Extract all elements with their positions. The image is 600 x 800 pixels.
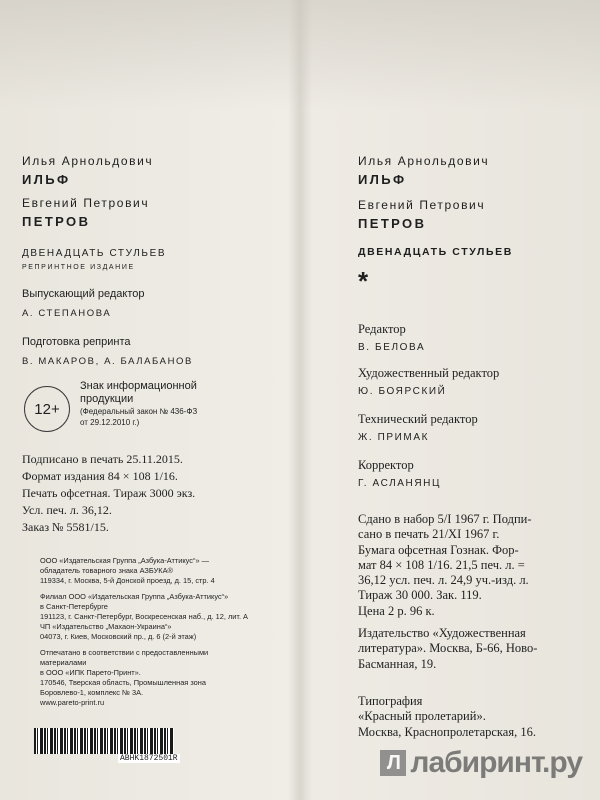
- print-line: мат 84 × 108 1/16. 21,5 печ. л. =: [358, 557, 525, 572]
- typography-block: [358, 694, 536, 740]
- right-author2-last: ПЕТРОВ: [358, 216, 427, 231]
- print-line: 36,12 усл. печ. л. 24,9 уч.-изд. л.: [358, 573, 529, 588]
- pub-line: Усл. печ. л. 36,12.: [22, 503, 112, 517]
- right-author2-first: Евгений Петрович: [358, 198, 486, 212]
- publisher-block: [358, 626, 537, 672]
- age-line: продукции: [80, 393, 134, 405]
- left-subtitle: РЕПРИНТНОЕ ИЗДАНИЕ: [22, 264, 135, 271]
- imprint-line: ЧП «Издательство „Махаон-Украина“»: [40, 622, 172, 631]
- print-line: Цена 2 р. 96 к.: [358, 603, 435, 618]
- art-editor-name: Ю. БОЯРСКИЙ: [358, 386, 447, 397]
- typography-line: Москва, Краснопролетарская, 16.: [358, 724, 536, 739]
- imprint-line: 170546, Тверская область, Промышленная зона: [40, 678, 206, 687]
- pub-line: Подписано в печать 25.11.2015.: [22, 452, 183, 466]
- print-details-block: [358, 512, 531, 619]
- publisher-line: Издательство «Художественная: [358, 626, 526, 640]
- left-author1-last: ИЛЬФ: [22, 172, 71, 187]
- pub-line: Печать офсетная. Тираж 3000 экз.: [22, 486, 196, 500]
- reprint-label: Подготовка репринта: [22, 336, 131, 348]
- right-author1-last: ИЛЬФ: [358, 172, 407, 187]
- corrector-name: Г. АСЛАНЯНЦ: [358, 478, 441, 489]
- imprint-line: материалами: [40, 658, 87, 667]
- left-author2-first: Евгений Петрович: [22, 196, 150, 210]
- imprint-line: Отпечатано в соответствии с предоставленными: [40, 648, 209, 657]
- imprint-line: 04073, г. Киев, Московский пр., д. 6 (2-й этаж): [40, 632, 197, 641]
- pub-line: Заказ № 5581/15.: [22, 520, 109, 534]
- print-line: Бумага офсетная Гознак. Фор-: [358, 542, 519, 557]
- imprint-line: 119334, г. Москва, 5-й Донской проезд, д. 15, стр. 4: [40, 576, 215, 585]
- publisher-line: литература». Москва, Б-66, Ново-: [358, 641, 538, 656]
- age-line: от 29.12.2010 г.): [80, 418, 140, 427]
- typography-line: Типография: [358, 694, 423, 708]
- reprint-names: В. МАКАРОВ, А. БАЛАБАНОВ: [22, 356, 193, 367]
- print-line: Тираж 30 000. Зак. 119.: [358, 588, 482, 603]
- tech-editor-label: Технический редактор: [358, 412, 478, 426]
- typography-line: «Красный пролетарий».: [358, 709, 486, 724]
- release-editor-label: Выпускающий редактор: [22, 288, 145, 300]
- imprint-line: обладатель товарного знака АЗБУКА®: [40, 566, 173, 575]
- age-info: [80, 380, 197, 428]
- imprint-line: ООО «Издательская Группа „Азбука-Аттикус“» —: [40, 556, 210, 565]
- page-shadow: [0, 0, 600, 110]
- publisher-line: Басманная, 19.: [358, 656, 437, 671]
- imprint-line: Филиал ООО «Издательская Группа „Азбука-Аттикус“»: [40, 592, 229, 601]
- pub-line: Формат издания 84 × 108 1/16.: [22, 469, 178, 483]
- barcode: [34, 728, 174, 754]
- corrector-label: Корректор: [358, 458, 414, 472]
- asterisk-ornament: *: [358, 266, 369, 296]
- labirint-logo-icon: Л: [380, 750, 406, 776]
- age-rating-badge: [24, 386, 70, 432]
- art-editor-label: Художественный редактор: [358, 366, 500, 380]
- barcode-text: ABHK1872501R: [120, 754, 178, 763]
- release-editor-name: А. СТЕПАНОВА: [22, 308, 112, 319]
- left-book-title: ДВЕНАДЦАТЬ СТУЛЬЕВ: [22, 248, 167, 259]
- age-line: (Федеральный закон № 436-ФЗ: [80, 407, 198, 416]
- imprint-line: в ООО «ИПК Парето-Принт».: [40, 668, 141, 677]
- editor-name: В. БЕЛОВА: [358, 342, 426, 353]
- age-rating: 12+: [34, 400, 60, 418]
- imprint-line: www.pareto-print.ru: [40, 698, 105, 707]
- watermark-logo: [380, 746, 582, 780]
- left-author1-first: Илья Арнольдович: [22, 154, 154, 168]
- left-author2-last: ПЕТРОВ: [22, 214, 91, 229]
- imprint-block: [40, 556, 248, 708]
- print-line: сано в печать 21/XI 1967 г.: [358, 527, 500, 542]
- tech-editor-name: Ж. ПРИМАК: [358, 432, 430, 443]
- age-line: Знак информационной: [80, 380, 197, 392]
- right-book-title: ДВЕНАДЦАТЬ СТУЛЬЕВ: [358, 246, 513, 258]
- editor-label: Редактор: [358, 322, 406, 336]
- right-author1-first: Илья Арнольдович: [358, 154, 490, 168]
- imprint-line: в Санкт-Петербурге: [40, 602, 108, 611]
- imprint-line: Боровлево-1, комплекс № 3А.: [40, 688, 144, 697]
- imprint-line: 191123, г. Санкт-Петербург, Воскресенская наб., д. 12, лит. А: [40, 612, 248, 621]
- print-line: Сдано в набор 5/I 1967 г. Подпи-: [358, 512, 532, 526]
- watermark-text: лабиринт.ру: [410, 746, 582, 779]
